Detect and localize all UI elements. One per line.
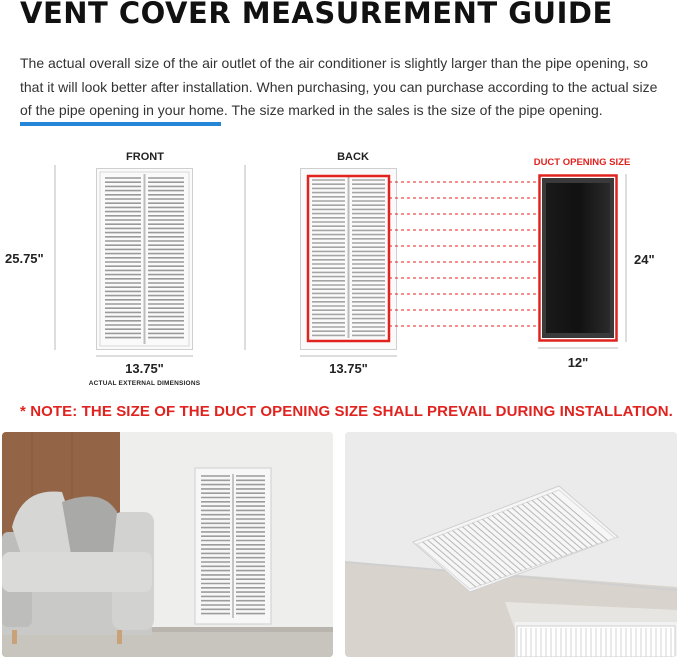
front-height-line [52, 165, 58, 350]
page-title: VENT COVER MEASUREMENT GUIDE [20, 0, 613, 30]
back-vent-grille [300, 168, 397, 350]
duct-height-line [623, 174, 629, 342]
duct-width-dimension: 12" [567, 355, 589, 370]
front-width-line [96, 352, 193, 360]
front-vent-grille [96, 168, 193, 350]
ceiling-installation-photo [345, 432, 677, 657]
installation-note: * NOTE: THE SIZE OF THE DUCT OPENING SIZE SHALL PREVAIL DURING INSTALLATION. [20, 403, 673, 420]
duct-opening [538, 174, 618, 342]
duct-height-dimension: 24" [634, 252, 655, 267]
back-label: BACK [337, 151, 369, 163]
front-height-dimension: 25.75" [5, 251, 44, 266]
back-width-line [300, 352, 397, 360]
front-width-dimension: 13.75" [125, 361, 164, 376]
wall-installation-photo [2, 432, 333, 657]
front-caption: ACTUAL EXTERNAL DIMENSIONS [88, 380, 201, 387]
duct-label: DUCT OPENING SIZE [533, 157, 631, 168]
front-label: FRONT [126, 151, 164, 163]
back-height-line [242, 165, 248, 350]
back-width-dimension: 13.75" [329, 361, 368, 376]
intro-paragraph: The actual overall size of the air outlet of the air conditioner is slightly larger than the pipe opening, so that it will look better after installation. When purchasing, you can purchase according to the actual size of the pipe opening in your home. The size marked in the sales is the size of the pipe opening. [20, 55, 658, 118]
accent-divider [20, 122, 221, 126]
connector-lines [389, 175, 539, 340]
duct-width-line [538, 344, 618, 352]
